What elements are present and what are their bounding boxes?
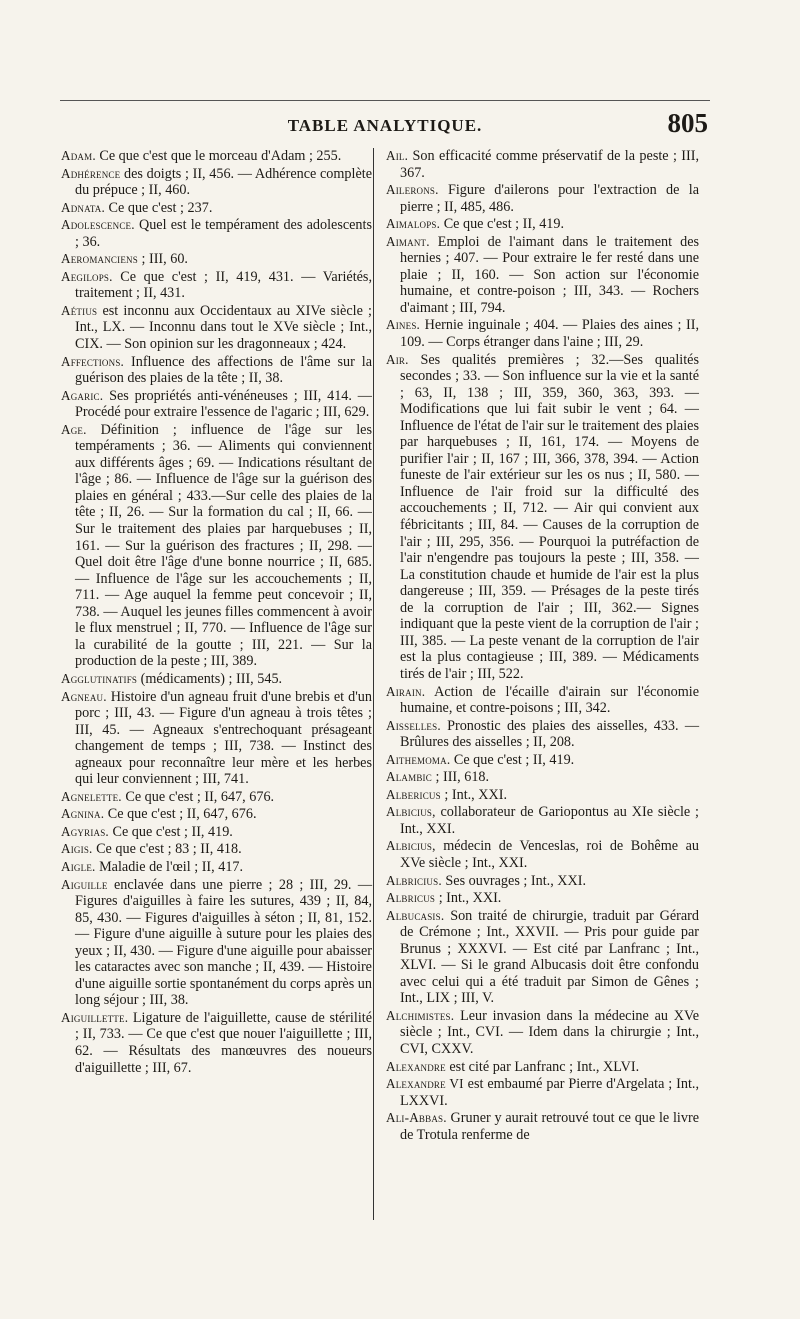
entry-headword: Ailerons. [386,182,439,198]
index-entry [386,873,699,890]
entry-headword: Aimalops. [386,216,441,232]
entry-text: enclavée dans une pierre ; 28 ; III, 29. — Figures d'aiguilles à faire les sutures, 439 ; II, 84, 85, 430. — Figures d'aiguilles à séton ; II, 81, 152. — Figure d'une aiguille à suture pour les plaies des yeux ; II, 430. — Figure d'une aiguille pour abaisser les cataractes avec son manche ; II, 439. — Histoire d'une aiguille sortie spontanément du corps après un long séjour ; III, 38. [75,876,373,1009]
entry-text: ; Int., XXI. [444,786,508,803]
entry-headword: Aegilops. [61,268,113,284]
entry-headword: Agneau. [61,688,107,704]
index-entry [61,217,372,250]
entry-headword: Ali-Abbas. [386,1110,447,1126]
entry-headword: Aeromanciens [61,251,138,267]
entry-headword: Albicius, [386,804,436,820]
entry-headword: Alambic [386,769,432,785]
index-entry [386,804,699,837]
index-entry [61,824,372,841]
entry-text: Ce que c'est ; II, 419. [443,216,565,233]
index-entry [386,787,699,804]
entry-text: Son efficacité comme préservatif de la peste ; III, 367. [400,148,699,181]
top-rule [60,100,710,101]
entry-headword: Ail. [386,148,409,163]
entry-text: ; III, 618. [435,769,490,786]
entry-text: Influence des affections de l'âme sur la guérison des plaies de la tête ; II, 38. [75,353,373,387]
index-entry [61,806,372,823]
entry-text: Emploi de l'aimant dans le traitement des hernies ; 407. — Pour extraire le fer resté dans une plaie ; II, 160. — Son action sur l'économie humaine, et contre-poison ; III, 343. — Rochers d'aimant ; III, 794. [400,233,700,316]
page-header [60,108,710,142]
index-entry [61,1010,372,1076]
entry-headword: Albicius, [386,838,436,854]
index-entry [61,269,372,302]
index-entry [386,234,699,317]
entry-text: Ses ouvrages ; Int., XXI. [445,872,587,889]
entry-text: Ce que c'est ; II, 419. [453,751,575,768]
entry-text: Définition ; influence de l'âge sur les tempéraments ; 36. — Aliments qui conviennent aux différents âges ; 69. — Indications résultant de l'âge ; 86. — Influence de l'âge sur la guérison des plaies en général ; 433.—Sur celle des plaies de la tête ; II, 26. — Sur la formation du cal ; II, 66. — Sur le traitement des plaies par harquebuses ; II, 161. — Sur la guérison des fractures ; II, 298. — Quel doit être l'âge d'une bonne nourrice ; II, 685. — Influence de l'âge sur les accouchements ; II, 711. — Age auquel la femme peut concevoir ; II, 738. — Auquel les jeunes filles commencent à avoir le flux menstruel ; II, 770. — Influence de l'âge sur la curabilité de la goutte ; III, 221. — Sur la production de la peste ; III, 389. [75,421,372,670]
entry-text: Ligature de l'aiguillette, cause de stérilité ; II, 733. — Ce que c'est que nouer l'aiguillette ; III, 62. — Résultats des manœuvres des noueurs d'aiguillette ; III, 67. [75,1009,372,1076]
entry-text: des doigts ; II, 456. — Adhérence complète du prépuce ; II, 460. [75,165,372,199]
index-entry [386,148,699,181]
index-entry [61,251,372,268]
entry-text: Ses qualités premières ; 32.—Ses qualités secondes ; 33. — Son influence sur la vie et la santé ; 63, II, 138 ; III, 359, 360, 363, 393. — Modifications que lui fait subir le vent ; 64. — Influence de l'état de l'air sur le traitement des plaies par harquebuses ; II, 161, 174. — Moyens de purifier l'air ; II, 167 ; III, 366, 378, 394. — Action funeste de l'air extérieur sur les os nus ; II, 580. — Influence de l'air froid sur la difficulté des accouchements ; II, 712. — Air qui convient aux fébricitants ; III, 84. — Causes de la corruption de l'air ; III, 295, 356. — Pourquoi la putréfaction de l'air n'engendre pas toujours la peste ; III, 358. — La constitution chaude et humide de l'air est la plus dangereuse ; III, 359. — Présages de la peste tirés de la corruption de l'air ; III, 362.— Signes indiquant que la peste vient de la corruption de l'air ; III, 385. — La peste venant de la corruption de l'air est la plus contagieuse ; III, 389. — Médicaments tirés de l'air ; III, 522. [400,351,699,682]
index-entry [386,838,699,871]
entry-headword: Agaric. [61,387,104,403]
entry-headword: Aithemoma. [386,751,451,767]
entry-headword: Aimant. [386,233,430,249]
entry-headword: Agnelette. [61,788,122,804]
entry-headword: Adnata. [61,199,105,215]
index-entry [61,789,372,806]
entry-headword: Aétius [61,302,98,318]
entry-text: Pronostic des plaies des aisselles, 433. — Brûlures des aisselles ; II, 208. [400,717,700,751]
entry-text: Ce que c'est que le morceau d'Adam ; 255. [99,148,342,164]
index-entry [61,859,372,876]
entry-text: Ce que c'est ; II, 419, 431. — Variétés, traitement ; II, 431. [75,268,372,302]
entry-headword: Aigle. [61,858,96,874]
running-title: TABLE ANALYTIQUE. [287,116,483,135]
entry-text: est inconnu aux Occidentaux au XIVe siècle ; Int., LX. — Inconnu dans tout le XVe siècle ; Int., CIX. — Son opinion sur les dragonneaux ; 424. [75,302,373,353]
index-entry [386,684,699,717]
entry-headword: Air. [386,351,409,367]
index-entry [386,890,699,907]
index-entry [61,148,372,165]
entry-text: Gruner y aurait retrouvé tout ce que le livre de Trotula renferme de [400,1110,699,1143]
entry-headword: Alexandre [386,1058,446,1074]
entry-headword: Aisselles. [386,717,441,733]
index-entry [61,422,372,670]
index-entry [386,769,699,786]
entry-text: est embaumé par Pierre d'Argelata ; Int., LXXVI. [400,1076,699,1109]
index-entry [386,182,699,215]
entry-headword: Aiguillette. [61,1009,129,1025]
entry-headword: Albricus [386,890,436,906]
entry-text: ; III, 60. [141,251,188,268]
entry-text: Ce que c'est ; II, 647, 676. [125,788,275,805]
index-entry [61,689,372,788]
index-entry [386,908,699,1007]
entry-headword: Adam. [61,148,96,163]
entry-text: Hernie inguinale ; 404. — Plaies des aines ; II, 109. — Corps étranger dans l'aine ; III, 29. [400,317,699,351]
index-entry [386,1076,699,1109]
entry-headword: Agnina. [61,806,105,822]
entry-headword: Albricius. [386,872,442,888]
entry-text: Histoire d'un agneau fruit d'une brebis et d'un porc ; III, 43. — Figure d'un agneau à trois têtes ; III, 45. — Agneaux s'entrechoquant présageant changement de temps ; III, 738. — Instinct des agneaux pour reconnaître leur mère et les herbes qui leur conviennent ; III, 741. [75,688,372,788]
entry-headword: Adhérence [61,165,121,181]
entry-headword: Age. [61,421,87,437]
entry-text: Ce que c'est ; 83 ; II, 418. [96,841,242,858]
entry-text: Maladie de l'œil ; II, 417. [99,858,244,875]
left-column [61,148,372,1077]
entry-headword: Albericus [386,786,441,802]
entry-text: ; Int., XXI. [438,890,502,907]
index-entry [61,841,372,858]
entry-headword: Aines. [386,317,421,333]
index-entry [386,718,699,751]
index-entry [61,671,372,688]
entry-text: Ses propriétés anti-vénéneuses ; III, 414. — Procédé pour extraire l'essence de l'agaric ; III, 629. [75,387,372,421]
entry-text: Ce que c'est ; II, 647, 676. [107,806,257,823]
entry-text: Son traité de chirurgie, traduit par Gérard de Crémone ; Int., XXVII. — Pris pour guide par Brunus ; XXXVI. — Est cité par Lanfranc ; Int., XLVI. — Si le grand Albucasis doit être confondu avec celui qui a été traduit par Simon de Gênes ; Int., LIX ; III, V. [400,907,699,1007]
page-number: 805 [667,108,708,138]
index-entry [61,354,372,387]
entry-text: collaborateur de Gariopontus au XIe siècle ; Int., XXI. [400,804,700,837]
index-entry [386,1110,699,1143]
entry-text: (médicaments) ; III, 545. [140,670,283,687]
entry-headword: Adolescence. [61,217,135,233]
index-entry [386,317,699,350]
entry-text: Action de l'écaille d'airain sur l'économie humaine, et contre-poisons ; III, 342. [400,683,699,717]
index-entry [61,166,372,199]
index-entry [61,877,372,1009]
entry-text: Quel est le tempérament des adolescents ; 36. [75,217,372,250]
index-entry [61,303,372,353]
entry-headword: Alexandre VI [386,1076,464,1092]
entry-text: Figure d'ailerons pour l'extraction de la pierre ; II, 485, 486. [400,182,699,215]
entry-headword: Airain. [386,683,426,699]
entry-text: est cité par Lanfranc ; Int., XLVI. [449,1058,640,1075]
entry-headword: Aiguille [61,876,108,892]
index-entry [386,216,699,233]
entry-text: Ce que c'est ; 237. [108,199,213,216]
index-entry [386,1008,699,1058]
index-entry [61,200,372,217]
entry-text: Leur invasion dans la médecine au XVe siècle ; Int., CVI. — Idem dans la chirurgie ; Int., CVI, CXXV. [400,1007,700,1057]
entry-headword: Albucasis. [386,907,445,923]
entry-headword: Agglutinatifs [61,670,138,686]
index-entry [386,1059,699,1076]
right-column [386,148,699,1144]
entry-text: médecin de Venceslas, roi de Bohême au XVe siècle ; Int., XXI. [400,838,700,871]
entry-headword: Agyrias. [61,823,109,839]
column-divider [373,148,374,1220]
index-entry [386,752,699,769]
entry-text: Ce que c'est ; II, 419. [112,823,233,840]
index-entry [386,352,699,683]
entry-headword: Aigis. [61,841,93,857]
entry-headword: Alchimistes. [386,1007,455,1023]
index-entry [61,388,372,421]
entry-headword: Affections. [61,353,125,369]
